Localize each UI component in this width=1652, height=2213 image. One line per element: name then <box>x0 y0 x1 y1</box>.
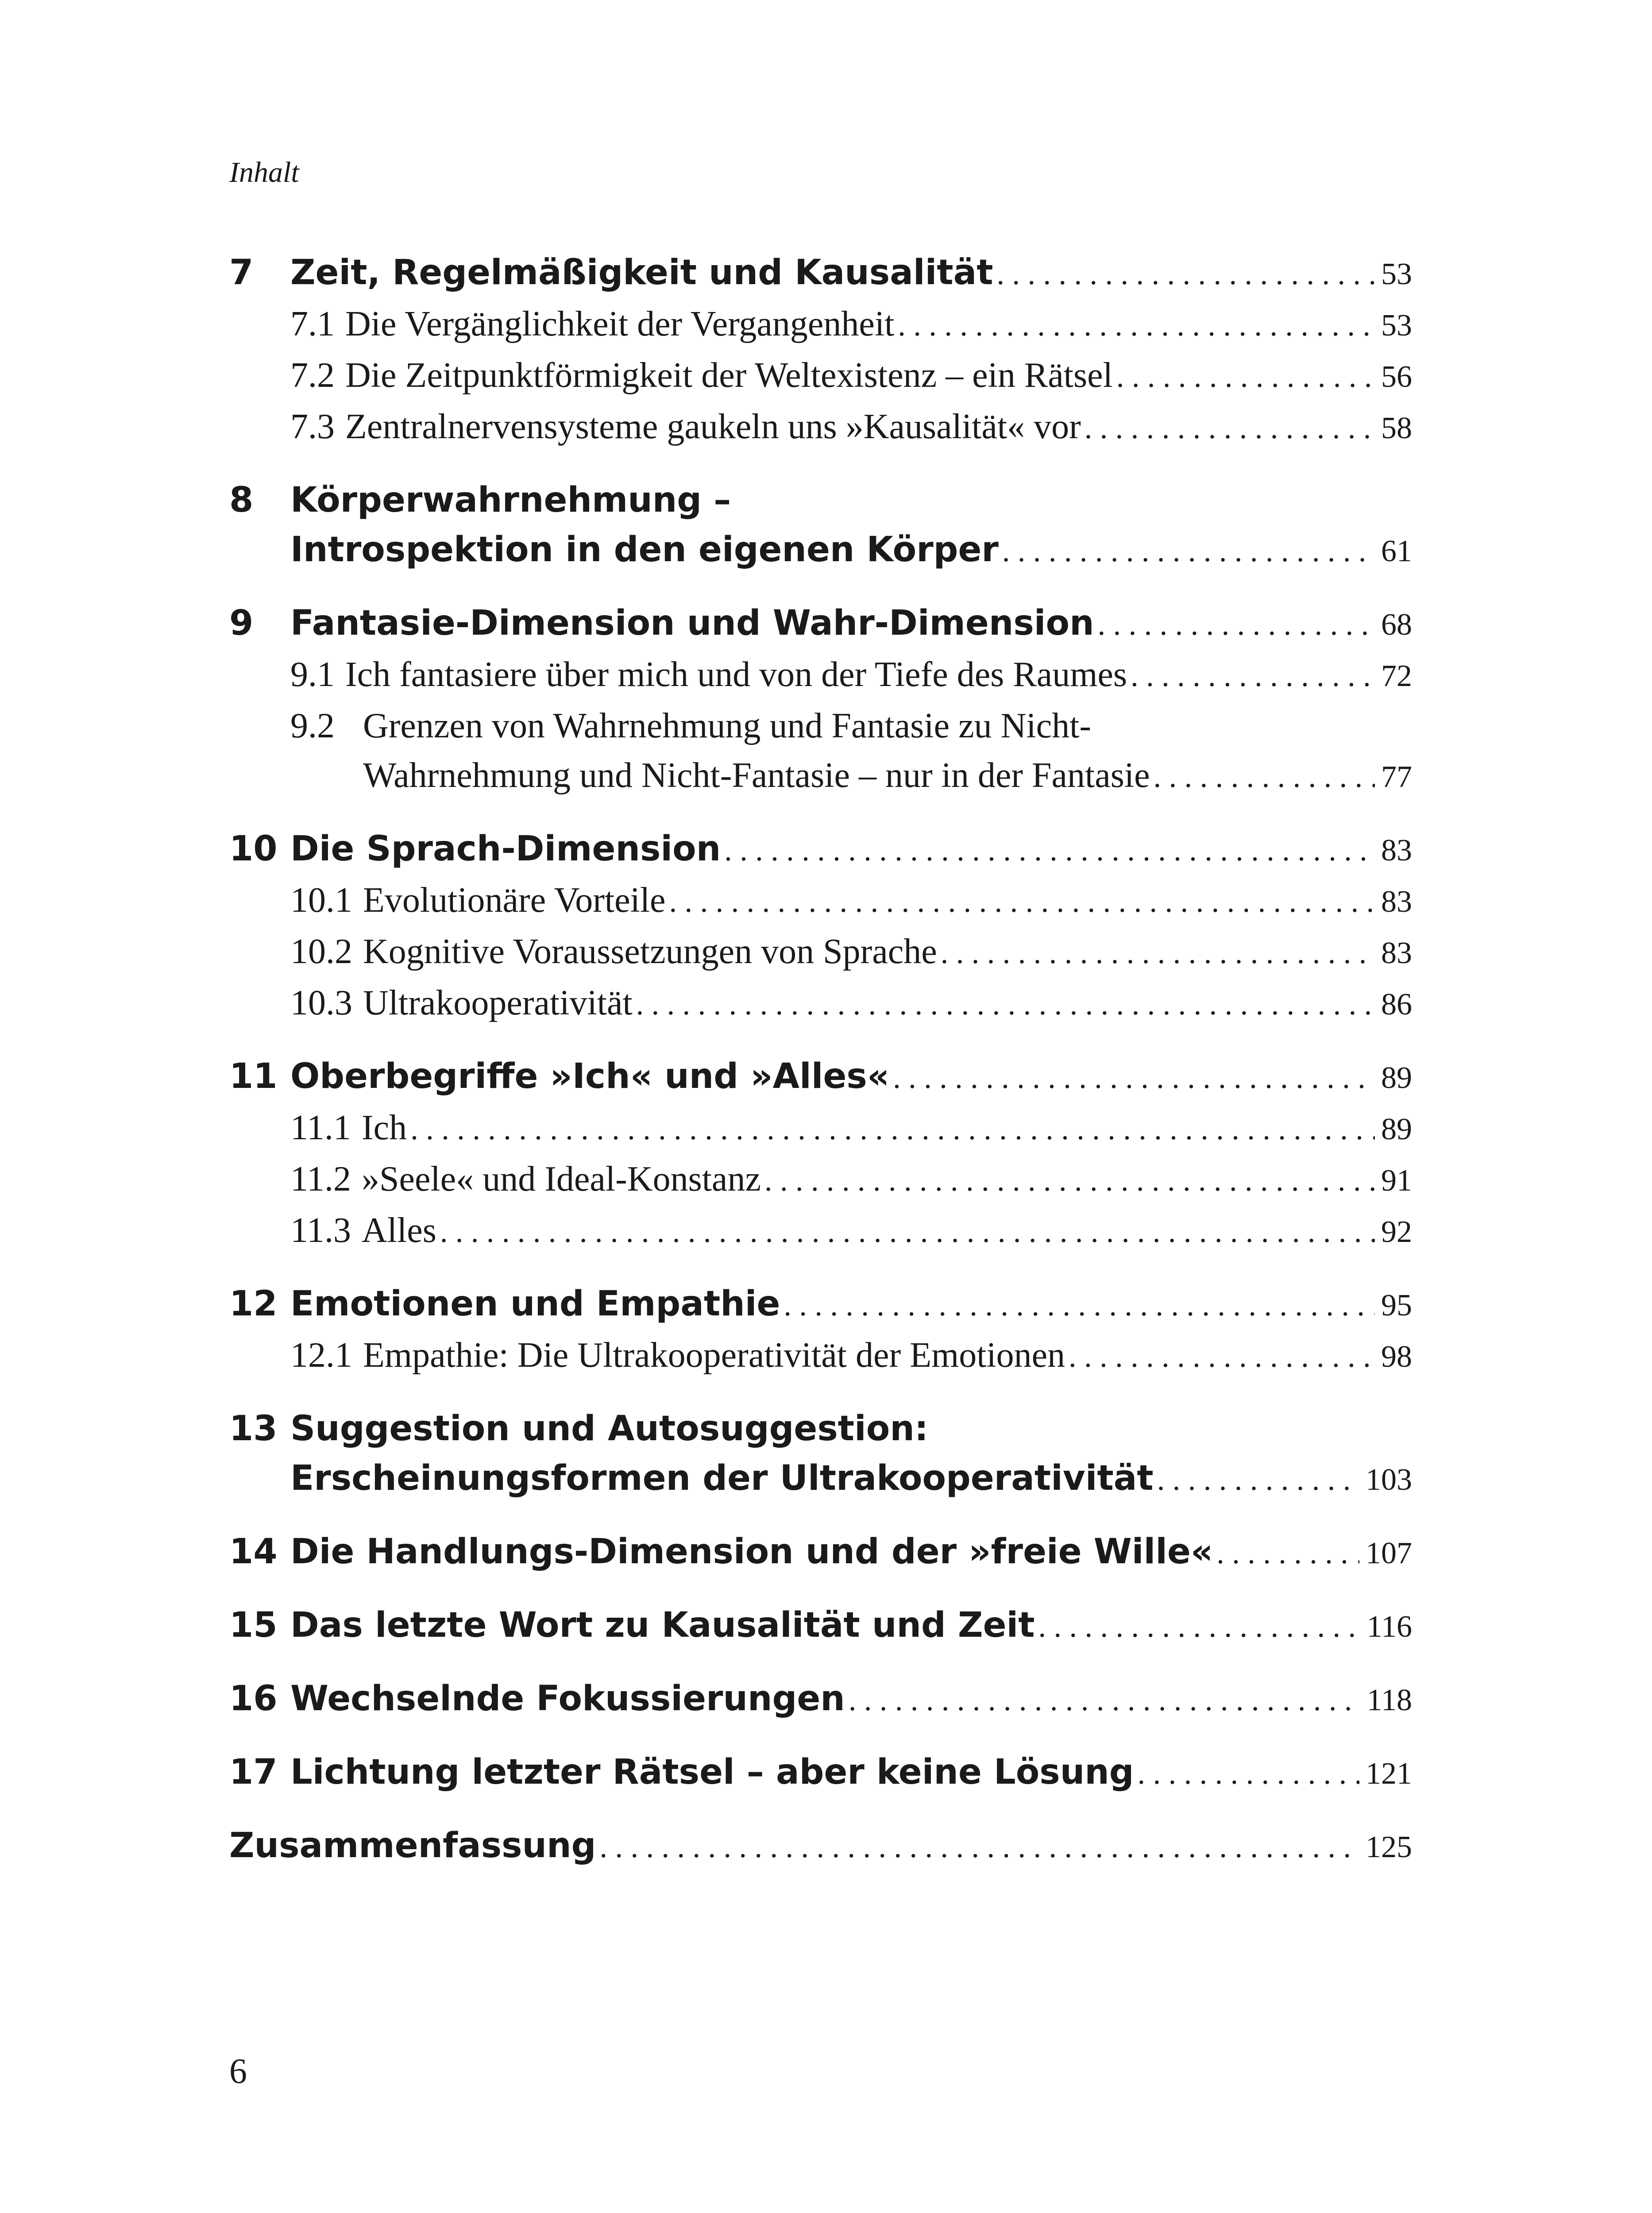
chapter-number: 16 <box>229 1679 278 1719</box>
toc-entry[interactable] <box>229 1674 1412 1725</box>
toc-chapter-9 <box>229 598 1412 802</box>
dot-leader <box>724 826 1375 875</box>
toc-chapter-15 <box>229 1600 1412 1652</box>
section-number: 7.1 <box>290 305 335 343</box>
chapter-number: 10 <box>229 829 278 869</box>
toc-subentry[interactable] <box>229 927 1412 978</box>
chapter-title: Lichtung letzter Rätsel – aber keine Lösung <box>290 1752 1134 1792</box>
chapter-title-line1: Suggestion und Autosuggestion: <box>290 1409 929 1449</box>
section-title: Ultrakooperativität <box>363 983 633 1022</box>
toc-entry[interactable] <box>229 598 1412 650</box>
toc-subentry[interactable] <box>229 701 1412 802</box>
chapter-number: 17 <box>229 1752 278 1792</box>
page-ref: 58 <box>1381 411 1412 445</box>
chapter-title: Die Sprach-Dimension <box>290 829 721 869</box>
chapter-title: Fantasie-Dimension und Wahr-Dimension <box>290 603 1094 643</box>
toc-subentry[interactable] <box>229 650 1412 701</box>
dot-leader <box>1131 652 1375 701</box>
dot-leader <box>1116 352 1375 402</box>
section-title: Zentralnervensysteme gaukeln uns »Kausalität« vor <box>345 407 1081 446</box>
toc-chapter-17 <box>229 1747 1412 1799</box>
page-ref: 68 <box>1381 608 1412 642</box>
dot-leader <box>1069 1332 1375 1382</box>
page-ref: 118 <box>1366 1683 1412 1717</box>
page-ref: 83 <box>1381 936 1412 970</box>
dot-leader <box>1216 1529 1359 1578</box>
chapter-title: Wechselnde Fokussierungen <box>290 1679 845 1719</box>
chapter-title: Die Handlungs-Dimension und der »freie Wille« <box>290 1532 1213 1572</box>
chapter-title: Emotionen und Empathie <box>290 1284 780 1324</box>
toc-chapter-11 <box>229 1052 1412 1257</box>
chapter-number: 13 <box>229 1409 278 1449</box>
dot-leader <box>849 1676 1361 1725</box>
toc-subentry[interactable] <box>229 402 1412 453</box>
page-ref: 121 <box>1366 1757 1412 1791</box>
chapter-title: Erscheinungsformen der Ultrakooperativität <box>290 1458 1154 1498</box>
toc-chapter-14 <box>229 1527 1412 1578</box>
section-title: Kognitive Voraussetzungen von Sprache <box>363 932 937 971</box>
dot-leader <box>1157 1455 1359 1505</box>
toc-entry[interactable] <box>229 475 1412 576</box>
page-ref: 53 <box>1381 308 1412 343</box>
dot-leader <box>599 1823 1359 1872</box>
chapter-title-line1: Körperwahrnehmung – <box>290 480 731 520</box>
page-ref: 92 <box>1381 1215 1412 1249</box>
page-ref: 103 <box>1366 1463 1412 1497</box>
page-ref: 91 <box>1381 1164 1412 1198</box>
section-title: Evolutionäre Vorteile <box>363 881 666 920</box>
page-number: 6 <box>229 2052 247 2091</box>
page-ref: 61 <box>1381 534 1412 568</box>
section-number: 11.3 <box>290 1211 351 1250</box>
toc-entry[interactable] <box>229 1600 1412 1652</box>
page-ref: 83 <box>1381 833 1412 867</box>
section-number: 11.1 <box>290 1108 351 1147</box>
toc-subentry[interactable] <box>229 1330 1412 1382</box>
running-head: Inhalt <box>229 156 299 189</box>
toc-entry[interactable] <box>229 1527 1412 1578</box>
dot-leader <box>764 1156 1375 1206</box>
toc-subentry[interactable] <box>229 875 1412 927</box>
dot-leader <box>997 250 1375 299</box>
toc-subentry[interactable] <box>229 1154 1412 1206</box>
toc-chapter-10 <box>229 824 1412 1029</box>
section-title: Die Vergänglichkeit der Vergangenheit <box>345 305 895 343</box>
dot-leader <box>1098 600 1375 650</box>
section-title: Wahrnehmung und Nicht-Fantasie – nur in der Fantasie <box>363 756 1150 795</box>
toc-subentry[interactable] <box>229 1206 1412 1257</box>
page-ref: 86 <box>1381 987 1412 1022</box>
chapter-number: 8 <box>229 480 254 520</box>
page-ref: 77 <box>1381 760 1412 794</box>
toc-subentry[interactable] <box>229 1103 1412 1154</box>
toc-subentry[interactable] <box>229 978 1412 1029</box>
toc-chapter-7 <box>229 248 1412 453</box>
chapter-title: Das letzte Wort zu Kausalität und Zeit <box>290 1605 1035 1645</box>
toc-entry[interactable] <box>229 1404 1412 1505</box>
section-number: 10.1 <box>290 881 352 920</box>
page-ref: 89 <box>1381 1112 1412 1146</box>
toc-entry[interactable] <box>229 1279 1412 1330</box>
section-number: 9.2 <box>290 706 335 745</box>
section-title: Ich <box>362 1108 407 1147</box>
chapter-number: 12 <box>229 1284 278 1324</box>
toc-entry[interactable] <box>229 1747 1412 1799</box>
page-ref: 72 <box>1381 659 1412 693</box>
section-title: Alles <box>362 1211 436 1250</box>
dot-leader <box>1138 1749 1359 1799</box>
dot-leader <box>941 929 1375 978</box>
toc-chapter-12 <box>229 1279 1412 1382</box>
section-number: 10.3 <box>290 983 352 1022</box>
chapter-number: 14 <box>229 1532 278 1572</box>
dot-leader <box>1038 1602 1361 1652</box>
page-ref: 107 <box>1366 1536 1412 1570</box>
toc-entry[interactable] <box>229 1052 1412 1103</box>
dot-leader <box>784 1281 1375 1330</box>
section-number: 7.3 <box>290 407 335 446</box>
chapter-title: Oberbegriffe »Ich« und »Alles« <box>290 1056 890 1096</box>
section-number: 7.2 <box>290 356 335 395</box>
section-number: 12.1 <box>290 1336 352 1375</box>
toc-chapter-16 <box>229 1674 1412 1725</box>
page-ref: 53 <box>1381 257 1412 291</box>
dot-leader <box>898 301 1375 351</box>
page-ref: 56 <box>1381 360 1412 394</box>
page-ref: 83 <box>1381 885 1412 919</box>
toc-entry[interactable] <box>229 1821 1412 1872</box>
chapter-title: Zusammenfassung <box>229 1826 596 1866</box>
chapter-number: 9 <box>229 603 254 643</box>
dot-leader <box>410 1105 1375 1154</box>
section-title: »Seele« und Ideal-Konstanz <box>362 1160 761 1199</box>
section-title-line1: Grenzen von Wahrnehmung und Fantasie zu Nicht- <box>363 706 1091 745</box>
section-title: Ich fantasiere über mich und von der Tiefe des Raumes <box>345 655 1127 694</box>
chapter-title: Introspektion in den eigenen Körper <box>290 530 999 570</box>
toc-subentry[interactable] <box>229 299 1412 351</box>
page-ref: 125 <box>1366 1830 1412 1864</box>
page-ref: 89 <box>1381 1061 1412 1095</box>
section-number: 10.2 <box>290 932 352 971</box>
section-title: Die Zeitpunktförmigkeit der Weltexistenz – ein Rätsel <box>345 356 1113 395</box>
page-ref: 116 <box>1366 1610 1412 1644</box>
section-title: Empathie: Die Ultrakooperativität der Emotionen <box>363 1336 1065 1375</box>
toc-chapter-13 <box>229 1404 1412 1505</box>
toc-chapter-8 <box>229 475 1412 576</box>
section-number: 9.1 <box>290 655 335 694</box>
chapter-number: 15 <box>229 1605 278 1645</box>
dot-leader <box>1154 752 1375 802</box>
dot-leader <box>893 1053 1375 1103</box>
toc-subentry[interactable] <box>229 351 1412 402</box>
toc-entry[interactable] <box>229 248 1412 299</box>
dot-leader <box>440 1207 1375 1257</box>
chapter-title: Zeit, Regelmäßigkeit und Kausalität <box>290 253 993 293</box>
chapter-number: 11 <box>229 1056 278 1096</box>
dot-leader <box>1002 527 1375 576</box>
toc-summary <box>229 1821 1412 1872</box>
dot-leader <box>1085 404 1375 453</box>
page-ref: 95 <box>1381 1288 1412 1322</box>
dot-leader <box>636 980 1375 1029</box>
section-number: 11.2 <box>290 1160 351 1199</box>
table-of-contents <box>229 248 1412 1894</box>
chapter-number: 7 <box>229 253 254 293</box>
toc-entry[interactable] <box>229 824 1412 875</box>
page-ref: 98 <box>1381 1340 1412 1374</box>
dot-leader <box>669 877 1375 927</box>
